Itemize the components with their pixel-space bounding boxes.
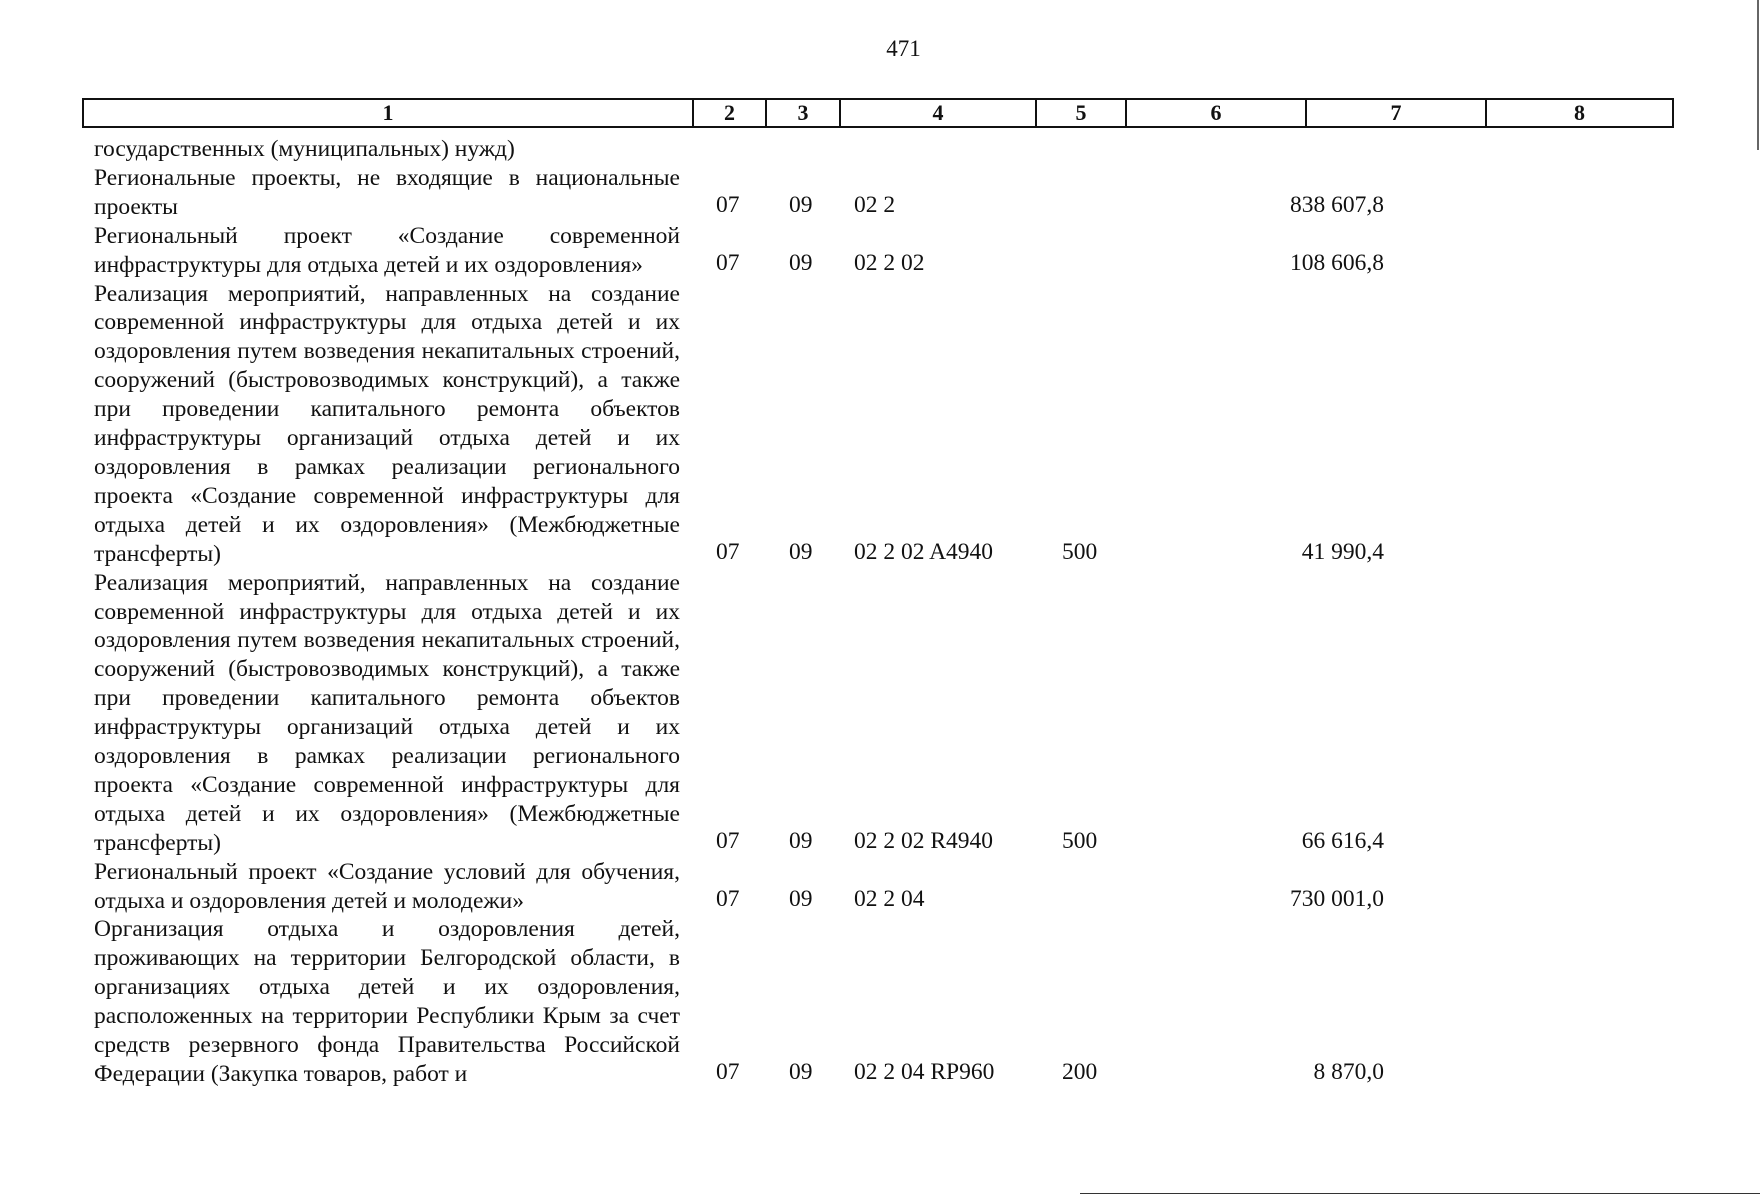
- header-col-5: 5: [1037, 100, 1127, 126]
- header-col-4: 4: [841, 100, 1037, 126]
- table-row: [94, 915, 1674, 1088]
- row-amount: 108 606,8: [1290, 249, 1384, 276]
- header-col-6: 6: [1127, 100, 1307, 126]
- header-col-2: 2: [694, 100, 767, 126]
- row-target: 02 2 04 RP960: [854, 1059, 995, 1085]
- page-number: 471: [886, 36, 921, 61]
- header-col-1: 1: [84, 100, 694, 126]
- row-expense-type: 200: [1062, 1059, 1098, 1085]
- scan-right-edge: [1757, 0, 1759, 150]
- row-section: 07: [716, 249, 740, 276]
- row-name: Организация отдыха и оздоровления детей, проживающих на территории Белгородской области, в организациях отдыха детей и их оздоровления, расположенных на территории Республики Крым за счет средств резервного фонда Правительства Российской Федерации (Закупка товаров, работ и: [94, 916, 680, 1087]
- row-target: 02 2 02 A4940: [854, 538, 994, 565]
- row-section: 07: [716, 538, 740, 565]
- table-row: [94, 135, 1674, 164]
- scan-edge-line: [1080, 1193, 1760, 1194]
- row-subsection: 09: [789, 249, 813, 276]
- row-name: Региональный проект «Создание условий для обучения, отдыха и оздоровления детей и молодежи»: [94, 858, 680, 914]
- table-row: [94, 280, 1674, 569]
- row-amount: 838 607,8: [1290, 191, 1384, 218]
- row-amount: 730 001,0: [1290, 885, 1384, 912]
- row-amount: 66 616,4: [1301, 827, 1384, 854]
- table-row: [94, 164, 1674, 222]
- row-name: Реализация мероприятий, направленных на создание современной инфраструктуры для отдыха детей и их оздоровления путем возведения некапитальных строений, сооружений (быстровозводимых конструкций), а также при проведении капитального ремонта объектов инфраструктуры организаций отдыха детей и их оздоровления в рамках реализации регионального проекта «Создание современной инфраструктуры для отдыха детей и их оздоровления» (Межбюджетные трансферты): [94, 280, 680, 567]
- table-body: [94, 135, 1674, 1089]
- table-row: [94, 858, 1674, 916]
- header-col-3: 3: [767, 100, 841, 126]
- row-subsection: 09: [789, 827, 813, 854]
- row-section: 07: [716, 827, 740, 854]
- row-target: 02 2 02 R4940: [854, 827, 994, 854]
- row-name: Региональные проекты, не входящие в национальные проекты: [94, 164, 680, 220]
- row-amount: 8 870,0: [1313, 1059, 1384, 1085]
- row-target: 02 2 04: [854, 885, 925, 912]
- row-name: Региональный проект «Создание современной инфраструктуры для отдыха детей и их оздоровления»: [94, 222, 680, 278]
- row-target: 02 2: [854, 191, 896, 218]
- row-target: 02 2 02: [854, 249, 925, 276]
- row-subsection: 09: [789, 191, 813, 218]
- row-subsection: 09: [789, 538, 813, 565]
- table-header-row: [82, 98, 1674, 128]
- row-section: 07: [716, 191, 740, 218]
- row-section: 07: [716, 885, 740, 912]
- header-col-8: 8: [1574, 100, 1585, 125]
- row-subsection: 09: [789, 1059, 813, 1085]
- header-col-7: 7: [1307, 100, 1487, 126]
- row-subsection: 09: [789, 885, 813, 912]
- row-amount: 41 990,4: [1301, 538, 1384, 565]
- table-row: [94, 222, 1674, 280]
- row-name: Реализация мероприятий, направленных на создание современной инфраструктуры для отдыха детей и их оздоровления путем возведения некапитальных строений, сооружений (быстровозводимых конструкций), а также при проведении капитального ремонта объектов инфраструктуры организаций отдыха детей и их оздоровления в рамках реализации регионального проекта «Создание современной инфраструктуры для отдыха детей и их оздоровления» (Межбюджетные трансферты): [94, 569, 680, 856]
- row-expense-type: 500: [1062, 827, 1098, 854]
- row-section: 07: [716, 1059, 740, 1085]
- row-expense-type: 500: [1062, 538, 1098, 565]
- row-name: государственных (муниципальных) нужд): [94, 136, 515, 162]
- table-row: [94, 569, 1674, 858]
